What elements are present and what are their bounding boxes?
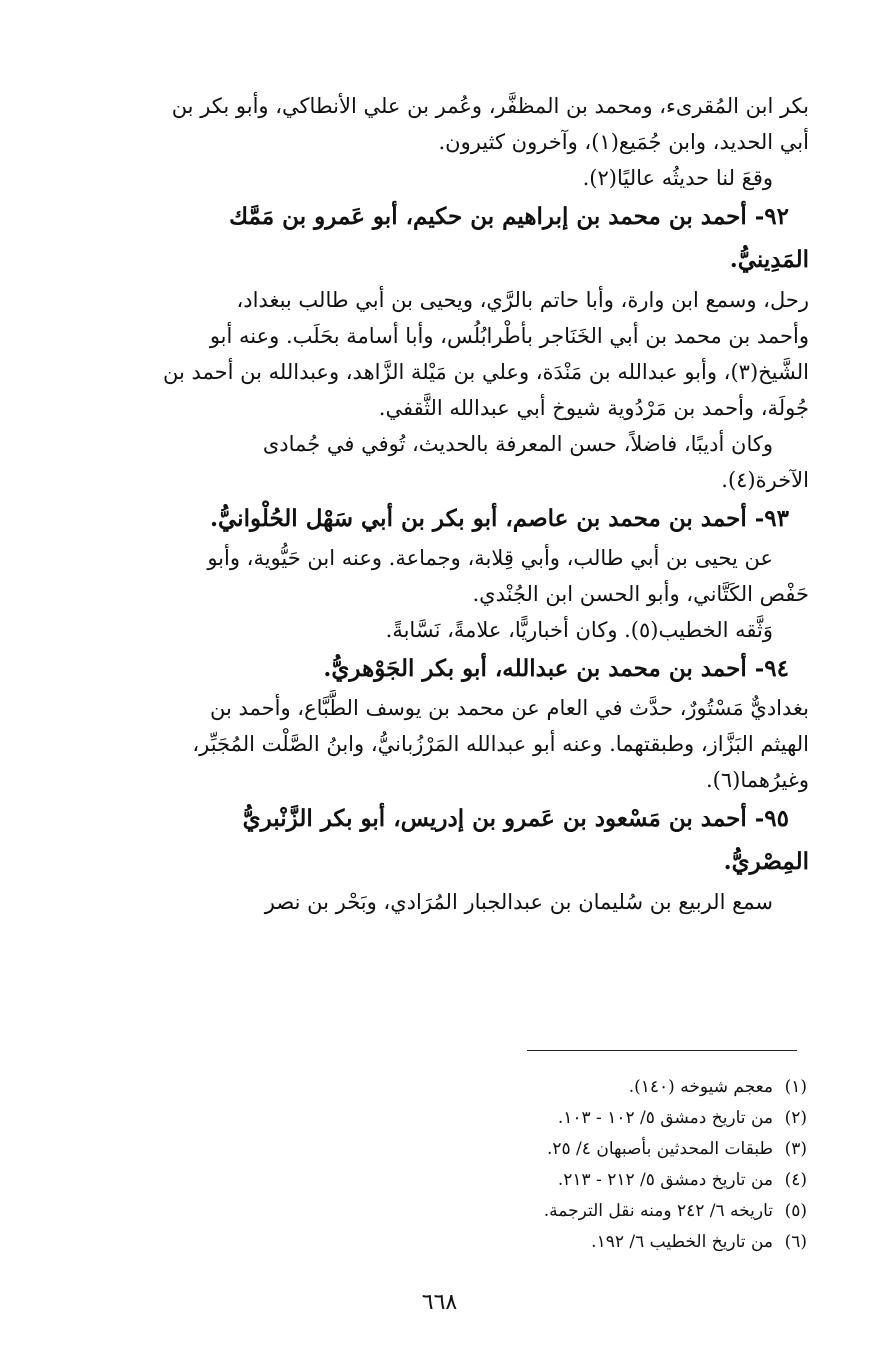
- entry-heading-92: ٩٢- أحمد بن محمد بن إبراهيم بن حكيم، أبو عَمرو بن مَمَّك: [229, 203, 789, 230]
- body-line: حَفْص الكَتَّاني، وأبو الحسن ابن الجُنْدي.: [472, 582, 809, 606]
- body-line: رحل، وسمع ابن وارة، وأبا حاتم بالرَّي، ويحيى بن أبي طالب ببغداد،: [236, 288, 809, 312]
- footnote-text: من تاريخ دمشق ٥/ ١٠٢ - ١٠٣.: [557, 1108, 773, 1128]
- footnote-text: معجم شيوخه (١٤٠).: [628, 1077, 773, 1097]
- body-line: وَثَّقه الخطيب(٥). وكان أخباريًّا، علامةً، نَسَّابةً.: [385, 618, 773, 642]
- body-line: أبي الحديد، وابن جُمَيع(١)، وآخرون كثيرون.: [438, 130, 809, 154]
- footnote-number: (١): [784, 1077, 807, 1097]
- footnotes: [407, 1072, 807, 1258]
- body-text: [50, 88, 809, 920]
- entry-heading-92-cont: المَدِينيُّ.: [729, 246, 809, 273]
- page-number: ٦٦٨: [421, 1290, 458, 1315]
- body-line: الشَّيخ(٣)، وأبو عبدالله بن مَنْدَة، وعلي بن مَيْلة الزَّاهد، وعبدالله بن أحمد بن: [162, 360, 809, 384]
- footnote-separator: [527, 1050, 797, 1051]
- footnote-number: (٢): [784, 1108, 807, 1128]
- footnote-text: طبقات المحدثين بأصبهان ٤/ ٢٥.: [546, 1139, 773, 1159]
- footnote-number: (٥): [784, 1201, 807, 1221]
- body-line: وقعَ لنا حديثُه عاليًا(٢).: [582, 166, 773, 190]
- footnote-number: (٦): [784, 1232, 807, 1252]
- footnote: [407, 1072, 807, 1103]
- body-line: وأحمد بن محمد بن أبي الخَنَاجر بأطْرابُلُس، وأبا أسامة بحَلَب. وعنه أبو: [209, 324, 809, 348]
- footnote: [407, 1227, 807, 1258]
- body-line: وغيرُهما(٦).: [705, 768, 809, 792]
- entry-heading-95: ٩٥- أحمد بن مَسْعود بن عَمرو بن إدريس، أبو بكر الزَّنْبريُّ: [242, 805, 789, 832]
- body-line: بكر ابن المُقرىء، ومحمد بن المظفَّر، وعُمر بن علي الأنطاكي، وأبو بكر بن: [171, 94, 809, 118]
- footnote-text: من تاريخ دمشق ٥/ ٢١٢ - ٢١٣.: [557, 1170, 773, 1190]
- footnote: [407, 1165, 807, 1196]
- body-line: الآخرة(٤).: [721, 468, 809, 492]
- body-line: الهيثم البَزَّاز، وطبقتهما. وعنه أبو عبدالله المَرْزُبانيُّ، وابنُ الصَّلْت المُجَبِّر،: [192, 732, 809, 756]
- footnote-number: (٤): [784, 1170, 807, 1190]
- footnote-text: من تاريخ الخطيب ٦/ ١٩٢.: [591, 1232, 773, 1252]
- body-line: عن يحيى بن أبي طالب، وأبي قِلابة، وجماعة. وعنه ابن حَيُّوية، وأبو: [207, 546, 773, 570]
- entry-heading-94: ٩٤- أحمد بن محمد بن عبدالله، أبو بكر الجَوْهريُّ.: [323, 655, 789, 682]
- body-line: جُولَة، وأحمد بن مَرْدُوية شيوخ أبي عبدالله الثَّقفي.: [378, 396, 809, 420]
- footnote: [407, 1196, 807, 1227]
- footnote: [407, 1134, 807, 1165]
- body-line: بغداديٌّ مَسْتُورٌ، حدَّث في العام عن محمد بن يوسف الطَّبَّاع، وأحمد بن: [209, 696, 809, 720]
- entry-heading-95-cont: المِصْريُّ.: [723, 848, 809, 875]
- body-line: سمع الربيع بن سُليمان بن عبدالجبار المُرَادي، وبَحْر بن نصر: [264, 890, 773, 914]
- footnote-number: (٣): [784, 1139, 807, 1159]
- entry-heading-93: ٩٣- أحمد بن محمد بن عاصم، أبو بكر بن أبي سَهْل الحُلْوانيُّ.: [209, 505, 789, 532]
- body-line: وكان أديبًا، فاضلاً، حسن المعرفة بالحديث، تُوفي في جُمادى: [262, 432, 773, 456]
- footnote-text: تاريخه ٦/ ٢٤٢ ومنه نقل الترجمة.: [543, 1201, 773, 1221]
- footnote: [407, 1103, 807, 1134]
